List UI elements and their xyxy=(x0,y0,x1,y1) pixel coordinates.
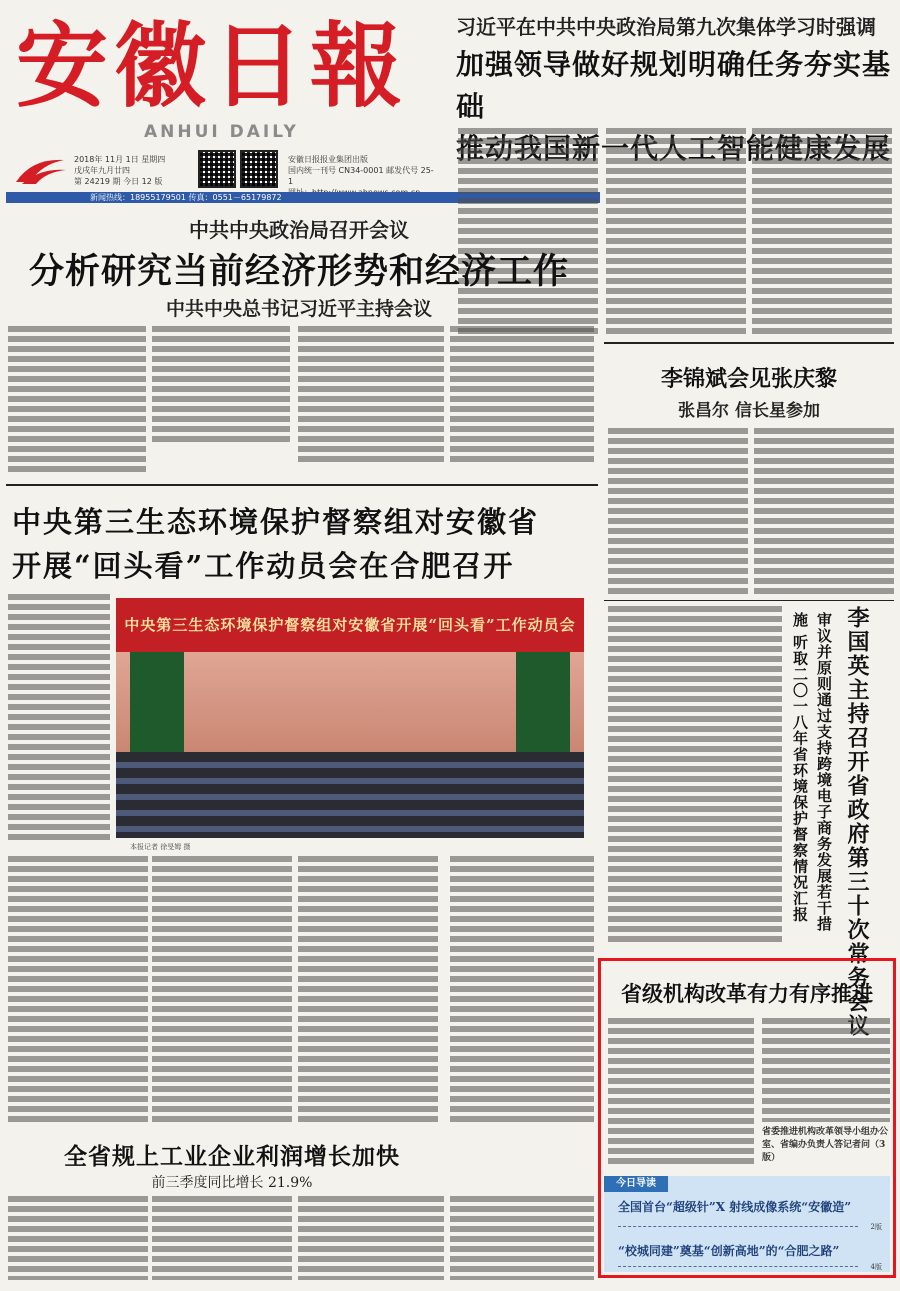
li-jinbin-subhead: 张昌尔 信长星参加 xyxy=(678,401,820,421)
newspaper-title: 安徽日報 xyxy=(16,12,409,120)
guide-dotted-leader xyxy=(618,1226,858,1227)
inspection-headline xyxy=(12,500,598,588)
article-body xyxy=(152,326,290,446)
guide-item-page: 2版 xyxy=(870,1223,882,1231)
issue-info xyxy=(74,154,165,187)
politburo-subhead: 中共中央总书记习近平主持会议 xyxy=(165,298,432,320)
reform-headline: 省级机构改革有力有序推进 xyxy=(621,981,873,1006)
masthead xyxy=(6,6,438,194)
section-divider xyxy=(6,484,598,486)
article-body xyxy=(8,326,146,476)
article-body xyxy=(754,428,894,598)
article-body xyxy=(8,594,110,844)
guide-item-page: 4版 xyxy=(870,1263,882,1271)
guide-dotted-leader xyxy=(618,1266,858,1267)
photo-stage xyxy=(116,652,584,752)
profit-headline: 全省规上工业企业利润增长加快 xyxy=(64,1143,400,1170)
li-guoying-headline: 李国英主持召开省政府第三十次常务会议 xyxy=(844,606,870,1038)
article-body xyxy=(752,128,892,338)
guide-tab: 今日导读 xyxy=(604,1176,668,1192)
article-body xyxy=(152,1196,292,1280)
lead-headline-line-2: 推动我国新一代人工智能健康发展 xyxy=(456,132,892,165)
lunar-date: 戊戌年九月廿四 xyxy=(74,166,130,175)
profit-subhead: 前三季度同比增长 21.9% xyxy=(151,1175,313,1191)
guide-item-link[interactable]: 全国首台“超级针”X 射线成像系统“安徽造” xyxy=(618,1200,852,1214)
li-jinbin-headline: 李锦斌会见张庆黎 xyxy=(660,366,837,392)
article-body xyxy=(450,326,594,466)
article-body xyxy=(608,428,748,598)
lead-kicker: 习近平在中共中央政治局第九次集体学习时强调 xyxy=(456,15,876,39)
photo-drape xyxy=(130,652,184,752)
meeting-photo xyxy=(116,598,584,838)
newspaper-english-name: ANHUI DAILY xyxy=(144,122,299,142)
article-body xyxy=(606,128,746,338)
issue-number: 第 24219 期 今日 12 版 xyxy=(74,177,163,186)
issue-date: 2018年 11月 1日 星期四 xyxy=(74,155,166,164)
photo-audience xyxy=(116,752,584,838)
column-divider xyxy=(604,342,894,344)
li-guoying-subhead: 审议并原则通过支持跨境电子商务发展若干措施 听取二〇一八年省环境保护督察情况汇报 xyxy=(791,612,833,932)
article-body xyxy=(450,1196,594,1280)
publisher: 安徽日报报业集团出版 xyxy=(288,155,368,164)
politburo-kicker: 中共中央政治局召开会议 xyxy=(189,218,409,242)
article-body xyxy=(298,326,444,466)
article-body xyxy=(152,856,292,1126)
article-body xyxy=(8,1196,148,1280)
column-divider xyxy=(604,600,894,601)
qr-code-icon xyxy=(198,150,236,188)
photo-caption xyxy=(130,842,584,852)
publication-codes: 国内统一刊号 CN34-0001 邮发代号 25-1 xyxy=(288,166,434,186)
photo-drape xyxy=(516,652,570,752)
article-body xyxy=(298,1196,444,1280)
inspection-headline-line-1: 中央第三生态环境保护督察组对安徽省 xyxy=(12,505,540,539)
article-body xyxy=(8,856,148,1126)
photo-credit: 本报记者 徐旻姆 摄 xyxy=(130,843,191,851)
article-body xyxy=(608,606,782,946)
politburo-headline: 分析研究当前经济形势和经济工作 xyxy=(28,251,569,292)
article-body xyxy=(762,1018,890,1122)
guide-item-link[interactable]: “校城同建”奠基“创新高地”的“合肥之路” xyxy=(618,1244,840,1258)
hotline-bar: 新闻热线：18955179501 传真：0551－65179872 xyxy=(6,192,600,203)
inspection-headline-line-2: 开展“回头看”工作动员会在合肥召开 xyxy=(12,549,515,583)
lead-headline-line-1: 加强领导做好规划明确任务夯实基础 xyxy=(456,48,892,123)
reform-note: 省委推进机构改革领导小组办公室、省编办负责人答记者问（3版） xyxy=(762,1127,889,1163)
article-body xyxy=(608,1018,754,1168)
qr-code-icon xyxy=(240,150,278,188)
article-body xyxy=(450,856,594,1126)
photo-banner: 中央第三生态环境保护督察组对安徽省开展“回头看”工作动员会 xyxy=(116,598,584,652)
todays-guide xyxy=(604,1176,890,1272)
article-body xyxy=(298,856,438,1126)
anhui-daily-logo-icon xyxy=(12,152,68,188)
